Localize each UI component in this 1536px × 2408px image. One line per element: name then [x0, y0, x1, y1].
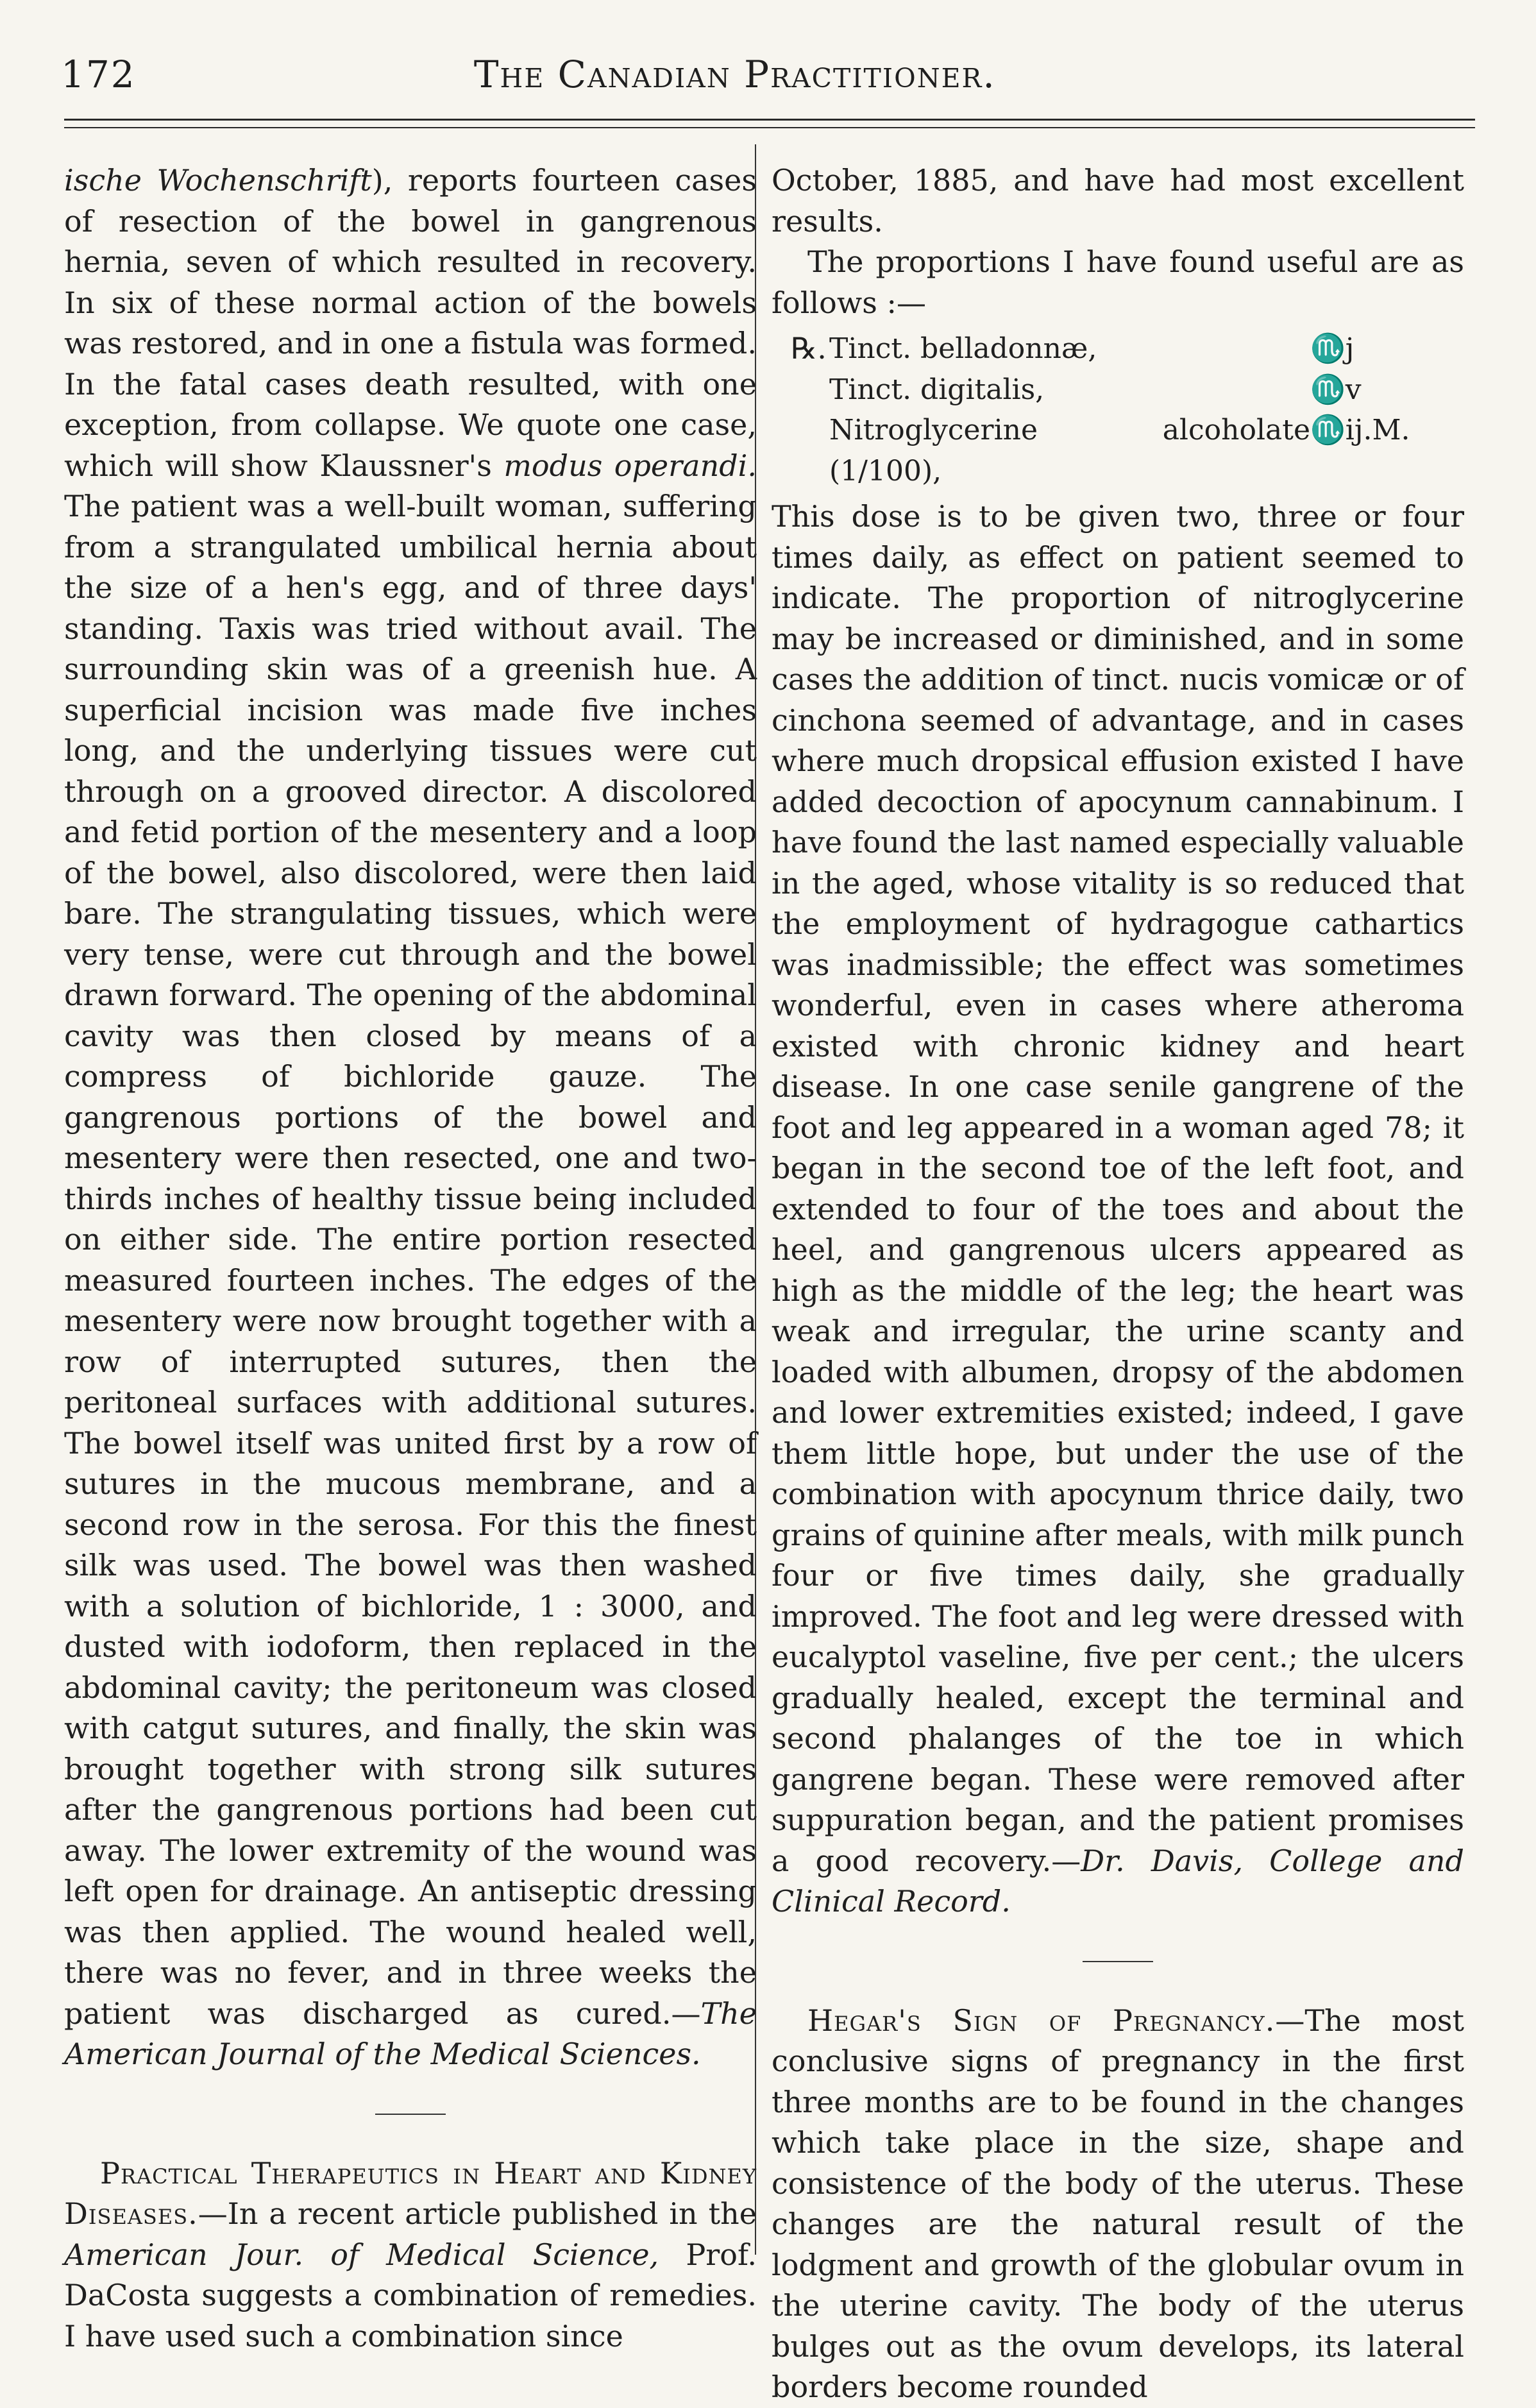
recipe-symbol: ℞. — [791, 331, 827, 366]
prescription-ingredient: Tinct. belladonnæ, — [829, 332, 1097, 365]
paragraph-text: ), reports fourteen cases of resection of the bowel in gangrenous hernia, seven of which resulted in recovery. In six of these normal action of the bowels was restored, and in one a fistula was formed. In the fatal cases death resulted, with one exception, from collapse. We quote one case, which will show Klaussner's — [64, 163, 757, 483]
right-column — [772, 160, 1464, 2408]
hegar-paragraph — [772, 2001, 1464, 2408]
source-citation: The American Journal of the Medical Sciences. — [64, 1996, 757, 2071]
journal-fragment: ische Wochenschrift — [64, 163, 372, 198]
klaussner-paragraph — [64, 160, 757, 2075]
dosage-paragraph — [772, 496, 1464, 1922]
prescription-dose: ♏j — [1310, 332, 1355, 365]
prescription-dose: ♏v — [1310, 373, 1362, 406]
therapeutics-paragraph — [64, 2153, 757, 2357]
paragraph-text: —In a recent article published in the — [198, 2196, 757, 2231]
header-rule — [64, 119, 1475, 128]
case-text: The patient was a well-built woman, suffering from a strangulated umbilical hernia about the size of a hen's egg, and of three days' standing. Taxis was tried without avail. The surrounding skin was of a greenish hue. A superficial incision was made five inches long, and the underlying tissues were cut through on a grooved director. A discolored and fetid portion of the mesentery and a loop of the bowel, also discolored, were then laid bare. The strangulating tissues, which were very tense, were cut through and the bowel drawn forward. The opening of the abdominal cavity was then closed by means of a compress of bichloride gauze. The gangrenous portions of the bowel and mesentery were then resected, one and two-thirds inches of healthy tissue being included on either side. The entire portion resected measured fourteen inches. The edges of the mesentery were now brought together with a row of interrupted sutures, then the peritoneal surfaces with additional sutures. The bowel itself was united first by a row of sutures in the mucous membrane, and a second row in the serosa. For this the finest silk was used. The bowel was then washed with a solution of bichloride, 1 : 3000, and dusted with iodoform, then replaced in the abdominal cavity; the peritoneum was closed with catgut sutures, and finally, the skin was brought together with strong silk sutures after the gangrenous portions had been cut away. The lower extremity of the wound was left open for drainage. An antiseptic dressing was then applied. The wound healed well, there was no fever, and in three weeks the patient was discharged as cured.— — [64, 489, 757, 2031]
source-citation: Dr. Davis, College and Clinical Record. — [772, 1843, 1464, 1919]
running-header — [61, 53, 1475, 110]
continuation-paragraph: October, 1885, and have had most excellent results. — [772, 163, 1464, 239]
section-separator — [1083, 1961, 1153, 1962]
left-column — [64, 160, 757, 2357]
section-separator — [375, 2114, 446, 2115]
paragraph-text: Prof. DaCosta suggests a combination of remedies. I have used such a combination since — [64, 2237, 757, 2353]
section-heading: Hegar's Sign of Pregnancy. — [807, 2003, 1276, 2038]
modus-operandi: modus operandi. — [503, 448, 757, 483]
prescription-row — [772, 410, 1464, 491]
prescription-row — [772, 369, 1464, 411]
prescription-ingredient: Nitroglycerine alcoholate (1/100), — [829, 414, 1310, 488]
journal-citation: American Jour. of Medical Science, — [64, 2237, 659, 2272]
paragraph-text: —The most conclusive signs of pregnancy in the first three months are to be found in the changes which take place in the size, shape and consistence of the body of the uterus. These changes are the natural result of the lodgment and growth of the globular ovum in the uterine cavity. The body of the uterus bulges out as the ovum develops, its lateral borders become rounded — [772, 2003, 1464, 2404]
journal-title: The Canadian Practitioner. — [473, 53, 996, 96]
paragraph-text: This dose is to be given two, three or four times daily, as effect on patient seemed to indicate. The proportion of nitroglycerine may be increased or diminished, and in some cases the addition of tinct. nucis vomicæ or of cinchona seemed of advantage, and in cases where much dropsical effusion existed I have added decoction of apocynum cannabinum. I have found the last named especially valuable in the aged, whose vitality is so reduced that the employment of hydragogue cathartics was inadmissible; the effect was sometimes wonderful, even in cases where atheroma existed with chronic kidney and heart disease. In one case senile gangrene of the foot and leg appeared in a woman aged 78; it began in the second toe of the left foot, and extended to four of the toes and about the heel, and gangrenous ulcers appeared as high as the middle of the leg; the heart was weak and irregular, the urine scanty and loaded with albumen, dropsy of the abdomen and lower extremities existed; indeed, I gave them little hope, but under the use of the combination with apocynum thrice daily, two grains of quinine after meals, with milk punch four or five times daily, she gradually improved. The foot and leg were dressed with eucalyptol vaseline, five per cent.; the ulcers gradually healed, except the terminal and second phalanges of the toe in which gangrene began. These were removed after suppuration began, and the patient promises a good recovery.— — [772, 499, 1464, 1878]
prescription-dose: ♏ij.M. — [1310, 414, 1410, 446]
page-number: 172 — [61, 53, 136, 96]
prescription-row — [772, 328, 1464, 369]
proportions-paragraph: The proportions I have found useful are as follows :— — [772, 244, 1464, 320]
prescription-ingredient: Tinct. digitalis, — [829, 373, 1045, 406]
section-heading: Practical Therapeutics in Heart and Kidney Diseases. — [64, 2155, 757, 2231]
